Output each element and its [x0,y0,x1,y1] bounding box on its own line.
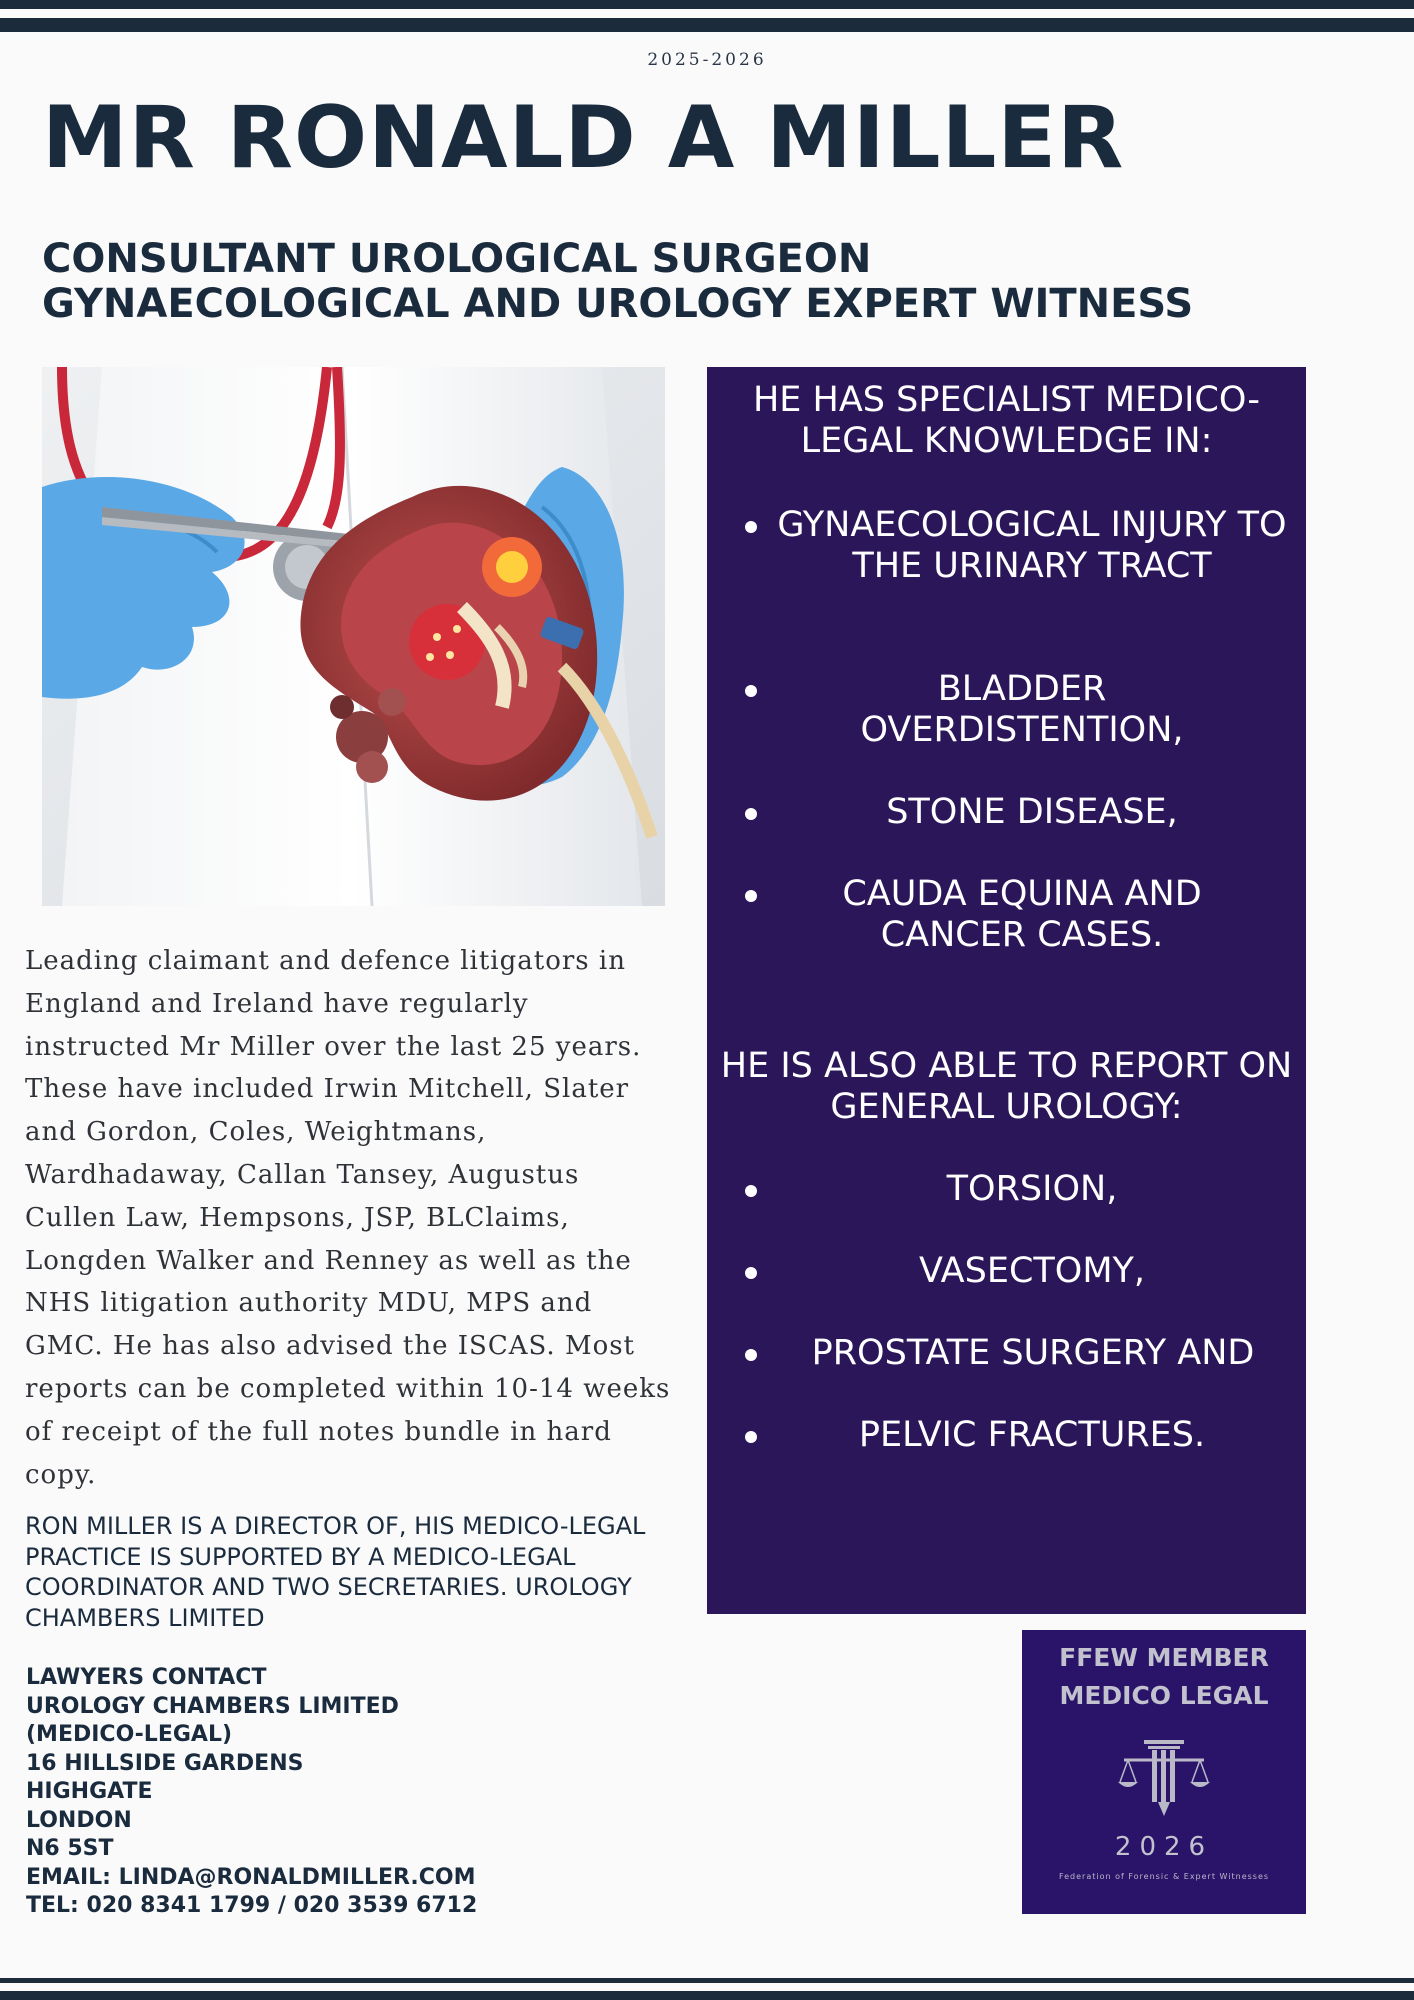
contact-area: HIGHGATE [26,1779,153,1804]
badge-line-member: FFEW MEMBER [1059,1643,1269,1672]
top-stripe-thick [0,0,1414,9]
top-stripe-thin [0,18,1414,32]
list-item-label: STONE DISEASE, [886,792,1178,832]
list-item-label: CAUDA EQUINA AND CANCER CASES. [842,874,1202,955]
bullet-icon [745,1185,757,1197]
subtitle-role: CONSULTANT UROLOGICAL SURGEON [42,236,872,282]
ffew-member-badge [1022,1630,1306,1914]
contact-department: (MEDICO-LEGAL) [26,1722,233,1747]
contact-company: UROLOGY CHAMBERS LIMITED [26,1693,399,1719]
page-title: MR RONALD A MILLER [42,88,1125,188]
list-item-label: VASECTOMY, [918,1251,1146,1291]
year-label: 2025-2026 [647,50,767,70]
bullet-icon [745,808,757,820]
contact-block [26,1664,477,1921]
bullet-icon [745,1267,757,1279]
contact-postcode: N6 5ST [26,1836,114,1861]
panel-heading-specialist: HE HAS SPECIALIST MEDICO-LEGAL KNOWLEDGE IN: [752,380,1261,461]
list-item-label: BLADDER OVERDISTENTION, [860,669,1184,750]
list-item-label: PROSTATE SURGERY AND [811,1333,1255,1373]
badge-year: 2026 [1114,1832,1214,1862]
panel-heading-general: HE IS ALSO ABLE TO REPORT ON GENERAL UROLOGY: [720,1046,1293,1127]
badge-organisation: Federation of Forensic & Expert Witnesses [1058,1872,1270,1881]
director-statement: RON MILLER IS A DIRECTOR OF, HIS MEDICO-LEGAL PRACTICE IS SUPPORTED BY A MEDICO-LEGAL COORDINATOR AND TWO SECRETARIES. UROLOGY CHAMBERS LIMITED [25,1512,646,1632]
specialisms-panel [707,367,1306,1614]
bio-paragraph: Leading claimant and defence litigators in England and Ireland have regularly instructed Mr Miller over the last 25 years. These have included Irwin Mitchell, Slater and Gordon, Coles, Weightmans, Wardhadaway, Callan Tansey, Augustus Cullen Law, Hempsons, JSP, BLClaims, Longden Walker and Renney as well as the NHS litigation authority MDU, MPS and GMC. He has also advised the ISCAS. Most reports can be completed within 10-14 weeks of receipt of the full notes bundle in hard copy. [25,946,671,1490]
bottom-stripe-thin [0,1978,1414,1983]
bullet-icon [745,1431,757,1443]
contact-telephone[interactable]: TEL: 020 8341 1799 / 020 3539 6712 [26,1893,478,1918]
contact-city: LONDON [26,1807,132,1833]
bullet-icon [745,1349,757,1361]
bullet-icon [745,685,757,697]
list-item-label: GYNAECOLOGICAL INJURY TO THE URINARY TRACT [777,505,1287,586]
bullet-icon [745,890,757,902]
subtitle-expertise: GYNAECOLOGICAL AND UROLOGY EXPERT WITNESS [42,281,1194,327]
bullet-icon [745,521,757,533]
bottom-stripe-thick [0,1991,1414,2000]
contact-email[interactable]: EMAIL: LINDA@RONALDMILLER.COM [26,1864,476,1890]
badge-line-medico-legal: MEDICO LEGAL [1059,1681,1269,1710]
contact-heading: LAWYERS CONTACT [26,1665,267,1690]
scales-of-justice-icon [1114,1738,1214,1818]
list-item-label: PELVIC FRACTURES. [858,1415,1206,1455]
kidney-model-photo [42,367,665,906]
contact-street: 16 HILLSIDE GARDENS [26,1750,304,1776]
list-item-label: TORSION, [946,1169,1118,1209]
